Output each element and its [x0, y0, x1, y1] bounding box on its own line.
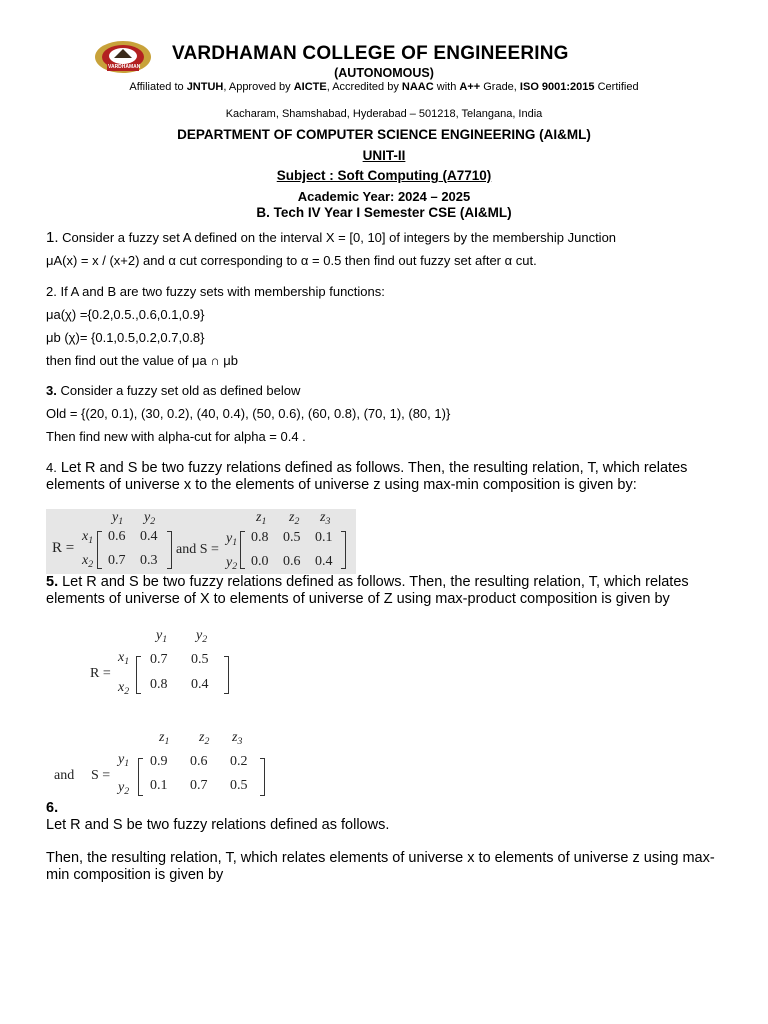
q4-matrix-image	[46, 509, 356, 574]
q5-r-label: R =	[90, 666, 111, 681]
q1-text: Consider a fuzzy set A defined on the interval X = [0, 10] of integers by the membership Junction	[58, 230, 617, 245]
subject: Subject : Soft Computing (A7710)	[276, 168, 492, 183]
q4-r-col-2: $y_2$	[144, 510, 156, 527]
q4-r-cell-12: 0.4	[140, 529, 158, 544]
question-2-line-1: 2. If A and B are two fuzzy sets with membership functions:	[46, 284, 385, 299]
q5-r-cell-12: 0.5	[191, 652, 209, 667]
question-3-line-3: Then find new with alpha-cut for alpha = 0.4 .	[46, 429, 306, 444]
q5-and-label: and	[54, 768, 75, 783]
q4-and-s-label: and S =	[176, 542, 219, 557]
q5-s-label: S =	[91, 768, 111, 783]
aff-jntuh: JNTUH	[186, 81, 224, 93]
q5-r-cell-21: 0.8	[150, 677, 168, 692]
question-2-line-3: μb (χ)= {0.1,0.5,0.2,0.7,0.8}	[46, 330, 205, 345]
q5-text: Let R and S be two fuzzy relations defined as follows. Then, the resulting relation, T, which relates elements of universe of X to elements of universe of Z using max-product composition is given by	[46, 574, 689, 607]
q5-s-cell-11: 0.9	[150, 754, 168, 769]
q4-s-col-2: $z_2$	[289, 510, 300, 527]
q4-r-col-1: $y_1$	[112, 510, 124, 527]
question-4-text	[46, 459, 716, 494]
q5-s-cell-22: 0.7	[190, 778, 208, 793]
aff-grade: A++	[459, 81, 481, 93]
q5-r-row-2: $x_2$	[118, 680, 130, 697]
q5-s-cell-21: 0.1	[150, 778, 168, 793]
unit-label: UNIT-II	[362, 148, 406, 163]
question-6-line-1: Let R and S be two fuzzy relations defined as follows.	[46, 817, 390, 833]
q4-number: 4.	[46, 460, 57, 475]
q4-text: Let R and S be two fuzzy relations defined as follows. Then, the resulting relation, T, which relates elements of universe x to the elements of universe z using max-min composition is given by:	[46, 460, 688, 493]
q5-r-col-2: $y_2$	[196, 628, 208, 645]
q3-number: 3.	[46, 383, 57, 398]
q5-s-cell-12: 0.6	[190, 754, 208, 769]
question-1-line-2: μA(x) = x / (x+2) and α cut corresponding to α = 0.5 then find out fuzzy set after α cut.	[46, 253, 537, 268]
question-6-number: 6.	[46, 800, 59, 816]
q5-s-row-1: $y_1$	[118, 752, 130, 769]
q3-text: Consider a fuzzy set old as defined below	[56, 383, 301, 398]
q4-s-cell-11: 0.8	[251, 530, 269, 545]
q4-s-cell-12: 0.5	[283, 530, 301, 545]
q5-s-cell-13: 0.2	[230, 754, 248, 769]
q1-number: 1.	[46, 229, 59, 246]
aff-text-6: Certified	[594, 81, 639, 93]
question-6-line-2: Then, the resulting relation, T, which relates elements of universe x to elements of universe z using max-min composition is given by	[46, 850, 715, 883]
address: Kacharam, Shamshabad, Hyderabad – 501218, Telangana, India	[225, 108, 543, 120]
q5-s-row-2: $y_2$	[118, 780, 130, 797]
logo-text: VARDHAMAN	[108, 64, 141, 70]
question-2-line-4: then find out the value of μa ∩ μb	[46, 353, 239, 368]
department: DEPARTMENT OF COMPUTER SCIENCE ENGINEERING (AI&ML)	[177, 127, 591, 142]
q5-s-col-3: $z_3$	[232, 730, 243, 747]
q5-r-cell-22: 0.4	[191, 677, 209, 692]
q5-s-cell-23: 0.5	[230, 778, 248, 793]
q4-r-cell-21: 0.7	[108, 553, 126, 568]
q4-r-label: R =	[52, 540, 75, 556]
q5-r-cell-11: 0.7	[150, 652, 168, 667]
q4-s-cell-22: 0.6	[283, 554, 301, 569]
q4-s-cell-21: 0.0	[251, 554, 269, 569]
q4-s-row-2: $y_2$	[226, 555, 238, 572]
aff-text-5: Grade,	[480, 81, 520, 93]
q4-s-col-1: $z_1$	[256, 510, 267, 527]
q4-s-col-3: $z_3$	[320, 510, 331, 527]
question-1-line-1	[46, 229, 616, 246]
aff-naac: NAAC	[401, 81, 434, 93]
q5-s-matrix	[54, 730, 284, 800]
aff-iso: ISO 9001:2015	[519, 81, 595, 93]
autonomous-label: (AUTONOMOUS)	[334, 66, 434, 80]
q4-r-cell-22: 0.3	[140, 553, 158, 568]
q4-r-row-1: $x_1$	[82, 529, 94, 546]
academic-year: Academic Year: 2024 – 2025	[297, 189, 471, 204]
question-3-line-2: Old = {(20, 0.1), (30, 0.2), (40, 0.4), (50, 0.6), (60, 0.8), (70, 1), (80, 1)}	[46, 406, 451, 421]
q5-s-col-2: $z_2$	[199, 730, 210, 747]
q4-s-cell-13: 0.1	[315, 530, 333, 545]
aff-text-1: Affiliated to	[129, 81, 187, 93]
course: B. Tech IV Year I Semester CSE (AI&ML)	[256, 205, 512, 220]
affiliation-line	[0, 81, 768, 93]
q4-s-cell-23: 0.4	[315, 554, 333, 569]
question-3-line-1	[46, 383, 300, 398]
q4-s-row-1: $y_1$	[226, 531, 238, 548]
aff-aicte: AICTE	[293, 81, 327, 93]
q5-number: 5.	[46, 574, 59, 590]
q5-r-col-1: $y_1$	[156, 628, 168, 645]
question-2-line-2: μa(χ) ={0.2,0.5.,0.6,0.1,0.9}	[46, 307, 205, 322]
q5-r-matrix	[90, 628, 240, 698]
aff-text-4: with	[433, 81, 460, 93]
q5-s-col-1: $z_1$	[159, 730, 170, 747]
aff-text-3: , Accredited by	[326, 81, 402, 93]
college-name: VARDHAMAN COLLEGE OF ENGINEERING	[172, 43, 569, 64]
q5-r-row-1: $x_1$	[118, 650, 130, 667]
question-5-text	[46, 574, 716, 608]
q4-r-row-2: $x_2$	[82, 553, 94, 570]
q4-r-cell-11: 0.6	[108, 529, 126, 544]
aff-text-2: , Approved by	[223, 81, 294, 93]
